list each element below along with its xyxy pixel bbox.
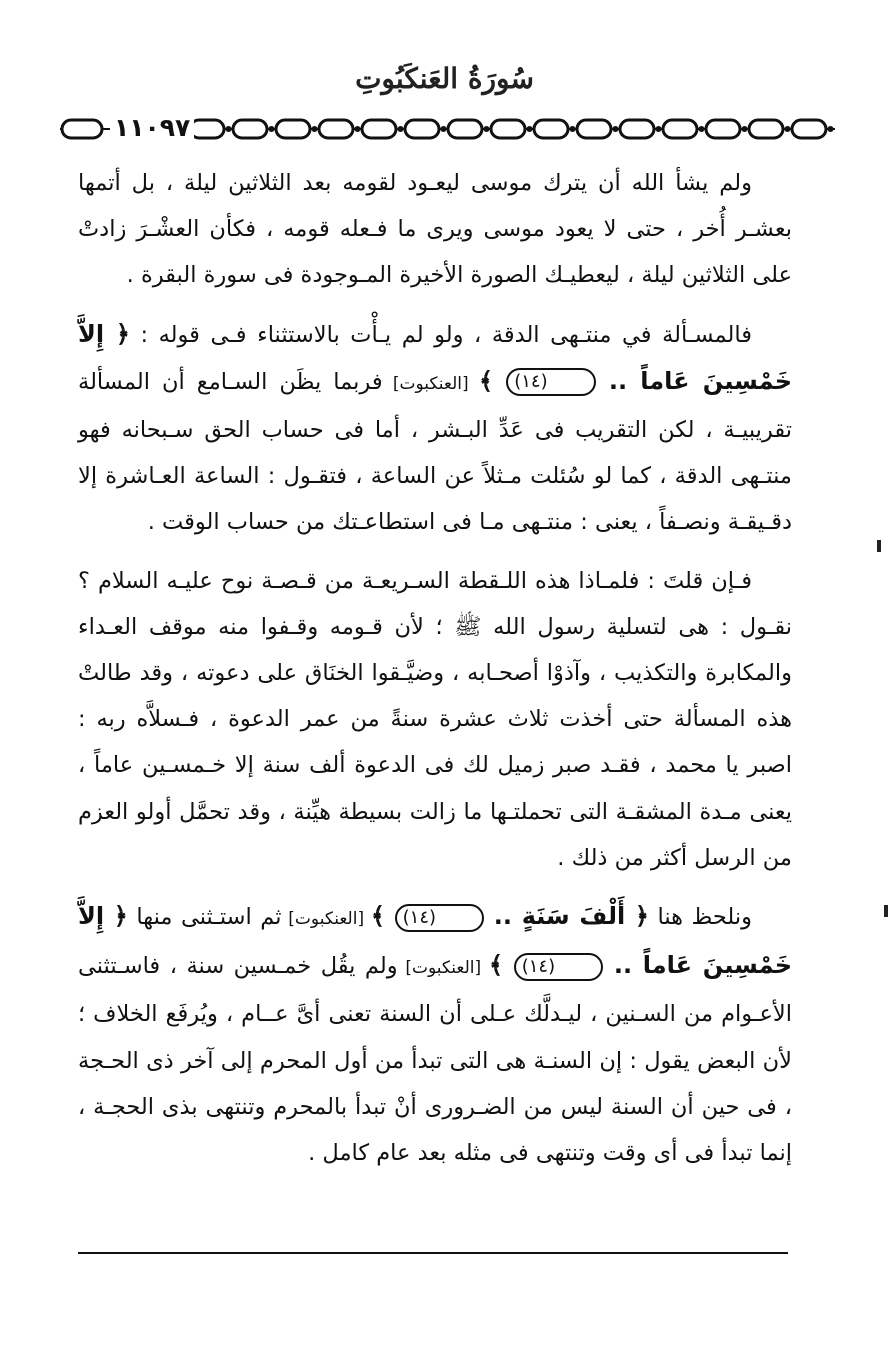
ornament-dot [570,126,576,132]
quran-quote: ﴿ أَلْفَ سَنَةٍ .. [484,902,649,931]
ornament-link [233,120,267,138]
ornament-dot [699,126,705,132]
page-body [78,160,792,1188]
ornament-dot [656,126,662,132]
ornament-dot [269,126,275,132]
footer-rule [78,1252,788,1254]
quran-quote: ﴿ إِلاَّ خَمْسِينَ عَاماً .. [78,902,792,980]
verse-number: (١٤) [506,368,595,396]
ornament-link [62,120,102,138]
verse-number: (١٤) [395,904,484,932]
ornament-link [577,120,611,138]
ornament-link [362,120,396,138]
ornament-dot [742,126,748,132]
text-run: فربما يظَن السـامع أن المسألة تقريبيـة ، لكن التقريب فى عَدِّ البـشر ، أما فى حساب الحق سـبحانه فهو منتـهى الدقة ، كما لو سُئلت مـثلاً عن الساعة ، فتقـول : الساعة العـاشرة إلا دقـيقـة ونصـفاً ، يعنى : منتـهى مـا فى استطاعـتك من حساب الوقت . [78,368,792,536]
text-run: فالمسـألة في منتـهى الدقة ، ولو لم يـأْت بالاستثناء فـى قوله : [129,321,752,348]
quran-quote: ﴾ [478,366,507,395]
text-run: ولم يشأ الله أن يترك موسى ليعـود لقومه بعد الثلاثين ليلة ، بل أتمها بعشـر أُخر ، حتى لا يعود موسى ويرى ما فـعله قومه ، فكأن العشْـرَ زادتْ على الثلاثين ليلة ، ليعطيـك الصورة الأخيرة المـوجودة فى سورة البقرة . [78,170,792,289]
paragraph [78,160,792,299]
ornament-dot [312,126,318,132]
ornament-dot [785,126,791,132]
ornament-link [405,120,439,138]
ornament-dot [226,126,232,132]
ornament-link [276,120,310,138]
ornament-dot [398,126,404,132]
ornament-dot [828,126,834,132]
paragraph [78,893,792,1176]
surah-reference: [العنكبوت] [397,958,489,979]
ornament-link [190,120,224,138]
ornament-link [706,120,740,138]
ornament-link [663,120,697,138]
paragraph [78,311,792,546]
text-run: فـإن قلتَ : فلمـاذا هذه اللـقطة السـريعـة من قـصـة نوح عليـه السلام ؟ نقـول : هى لتسلية رسول الله ﷺ ؛ لأن قـومه وقـفوا منه موقف العـداء والمكابرة والتكذيب ، وآذوْا أصحـابه ، وضيَّـقوا الخنَاق على دعوته ، وقد طالتْ هذه المسألة حتى أخذت ثلاث عشرة سنةً من عمر الدعوة ، فـسلاَّه ربه : اصبر يا محمد ، فقـد صبر زميل لك فى الدعوة ألف سنة إلا خـمسـين عاماً ، يعنى مـدة المشقـة التى تحملتـها ما زالت بسيطة هيِّنة ، وقد تحمَّل أولو العزم من الرسل أكثر من ذلك . [78,567,792,871]
ornament-dot [355,126,361,132]
text-run: ونلحظ هنا [648,904,752,931]
ornament-dot [484,126,490,132]
quran-quote: ﴾ [370,902,395,931]
surah-title: سُورَةُ العَنكَبُوتِ [355,62,534,95]
ornament-link [491,120,525,138]
text-run: ثم استـثنى منها [127,904,282,931]
ornament-link [534,120,568,138]
ornament-link [792,120,826,138]
paragraph [78,558,792,881]
surah-reference: [العنكبوت] [281,909,371,930]
ornament-dot [613,126,619,132]
ornament-link [749,120,783,138]
ornament-link [448,120,482,138]
margin-mark [884,905,888,917]
quran-quote: ﴾ [488,951,514,980]
ornament-dot [527,126,533,132]
ornament-link [620,120,654,138]
ornament-dot [441,126,447,132]
ornament-link [319,120,353,138]
verse-number: (١٤) [514,953,603,981]
quran-quote: ﴿ إِلاَّ خَمْسِينَ عَاماً .. [78,319,792,395]
page-number: ١١٠٩٧ [110,113,194,142]
surah-reference: [العنكبوت] [382,373,479,394]
text-run: ولم يقُل خمـسين سنة ، فاسـتثنى الأعـوام من السـنين ، ليـدلَّك عـلى أن السنة تعنى أىَّ عــام ، ويُرفَع الخلاف ؛ لأن البعض يقول : إن السنـة هى التى تبدأ من أول المحرم إلى آخر ذى الحـجة ، فى حين أن السنة ليس من الضـرورى أنْ تبدأ بالمحرم وتنتهى بذى الحجـة ، إنما تبدأ فى أى وقت وتنتهى فى مثله بعد عام كامل . [78,953,792,1167]
margin-mark [877,540,881,552]
